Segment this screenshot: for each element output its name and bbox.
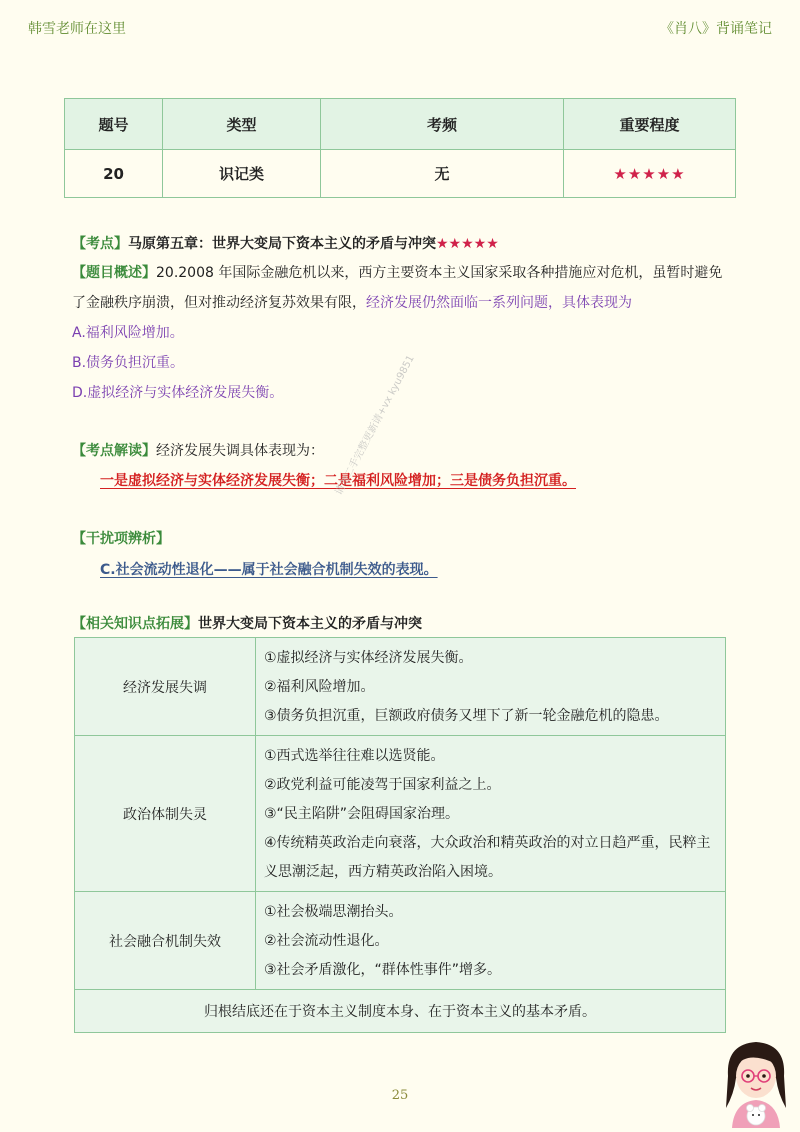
header-number: 题号 bbox=[65, 99, 163, 150]
distractor-label: 【干扰项辨析】 bbox=[72, 531, 170, 547]
society-item-1: ①社会极端思潮抬头。 bbox=[264, 904, 403, 920]
header-frequency: 考频 bbox=[321, 99, 564, 150]
importance-stars: ★★★★★ bbox=[564, 150, 736, 198]
related-heading bbox=[72, 614, 422, 634]
header-book-title: 《肖八》背诵笔记 bbox=[660, 21, 772, 37]
politics-item-4: ④传统精英政治走向衰落，大众政治和精英政治的对立日趋严重，民粹主义思潮泛起，西方精英政治陷入困境。 bbox=[264, 835, 711, 880]
related-row-economy bbox=[75, 638, 726, 736]
politics-item-2: ②政党利益可能凌驾于国家利益之上。 bbox=[264, 777, 501, 793]
page-number: 25 bbox=[391, 1088, 409, 1103]
related-row-society bbox=[75, 892, 726, 990]
related-footer-row bbox=[75, 990, 726, 1033]
summary-table bbox=[64, 98, 736, 198]
society-item-3: ③社会矛盾激化，“群体性事件”增多。 bbox=[264, 962, 502, 978]
related-knowledge-table bbox=[74, 637, 726, 1033]
distractor-text: C.社会流动性退化——属于社会融合机制失效的表现。 bbox=[100, 562, 438, 578]
category-politics: 政治体制失灵 bbox=[75, 736, 256, 892]
kaodian-stars: ★★★★★ bbox=[436, 236, 499, 252]
analysis-text: 经济发展失调具体表现为： bbox=[156, 443, 324, 459]
politics-item-1: ①西式选举往往难以选贤能。 bbox=[264, 748, 445, 764]
kaodian-title: 马原第五章：世界大变局下资本主义的矛盾与冲突 bbox=[128, 236, 436, 252]
overview-label: 【题目概述】 bbox=[72, 265, 156, 281]
header-author: 韩雪老师在这里 bbox=[28, 21, 126, 37]
option-d: D.虚拟经济与实体经济发展失衡。 bbox=[72, 385, 284, 401]
related-row-politics bbox=[75, 736, 726, 892]
politics-item-3: ③“民主陷阱”会阻碍国家治理。 bbox=[264, 806, 460, 822]
analysis-label: 【考点解读】 bbox=[72, 443, 156, 459]
header-importance: 重要程度 bbox=[564, 99, 736, 150]
overview-paragraph bbox=[72, 258, 730, 318]
analysis-line bbox=[72, 441, 324, 461]
header-type: 类型 bbox=[163, 99, 321, 150]
teacher-avatar-illustration bbox=[718, 1036, 794, 1128]
distractor-heading bbox=[72, 529, 170, 549]
question-frequency: 无 bbox=[321, 150, 564, 198]
overview-text: 20.2008 年国际金融危机以来，西方主要资本主义国家采取各种措施应对危机，虽暂时避免了金融秩序崩溃，但对推动经济复苏效果有限， bbox=[72, 265, 723, 311]
summary-data-row bbox=[65, 150, 736, 198]
overview-purple-text: 经济发展仍然面临一系列问题，具体表现为 bbox=[366, 295, 632, 311]
category-economy: 经济发展失调 bbox=[75, 638, 256, 736]
related-title: 世界大变局下资本主义的矛盾与冲突 bbox=[198, 616, 422, 632]
items-politics bbox=[256, 736, 726, 892]
kaodian-line bbox=[72, 234, 499, 254]
items-economy bbox=[256, 638, 726, 736]
kaodian-label: 【考点】 bbox=[72, 236, 128, 252]
related-footer: 归根结底还在于资本主义制度本身、在于资本主义的基本矛盾。 bbox=[75, 990, 726, 1033]
analysis-highlight: 一是虚拟经济与实体经济发展失衡；二是福利风险增加；三是债务负担沉重。 bbox=[100, 473, 576, 489]
option-a: A.福利风险增加。 bbox=[72, 325, 184, 341]
question-type: 识记类 bbox=[163, 150, 321, 198]
society-item-2: ②社会流动性退化。 bbox=[264, 933, 389, 949]
question-number: 20 bbox=[65, 150, 163, 198]
economy-item-1: ①虚拟经济与实体经济发展失衡。 bbox=[264, 650, 473, 666]
summary-header-row bbox=[65, 99, 736, 150]
economy-item-3: ③债务负担沉重，巨额政府债务又埋下了新一轮金融危机的隐患。 bbox=[264, 708, 669, 724]
category-society: 社会融合机制失效 bbox=[75, 892, 256, 990]
economy-item-2: ②福利风险增加。 bbox=[264, 679, 375, 695]
watermark: 请勿二手完整更新请+vx kyu9851 bbox=[333, 353, 417, 498]
items-society bbox=[256, 892, 726, 990]
option-b: B.债务负担沉重。 bbox=[72, 355, 185, 371]
related-label: 【相关知识点拓展】 bbox=[72, 616, 198, 632]
